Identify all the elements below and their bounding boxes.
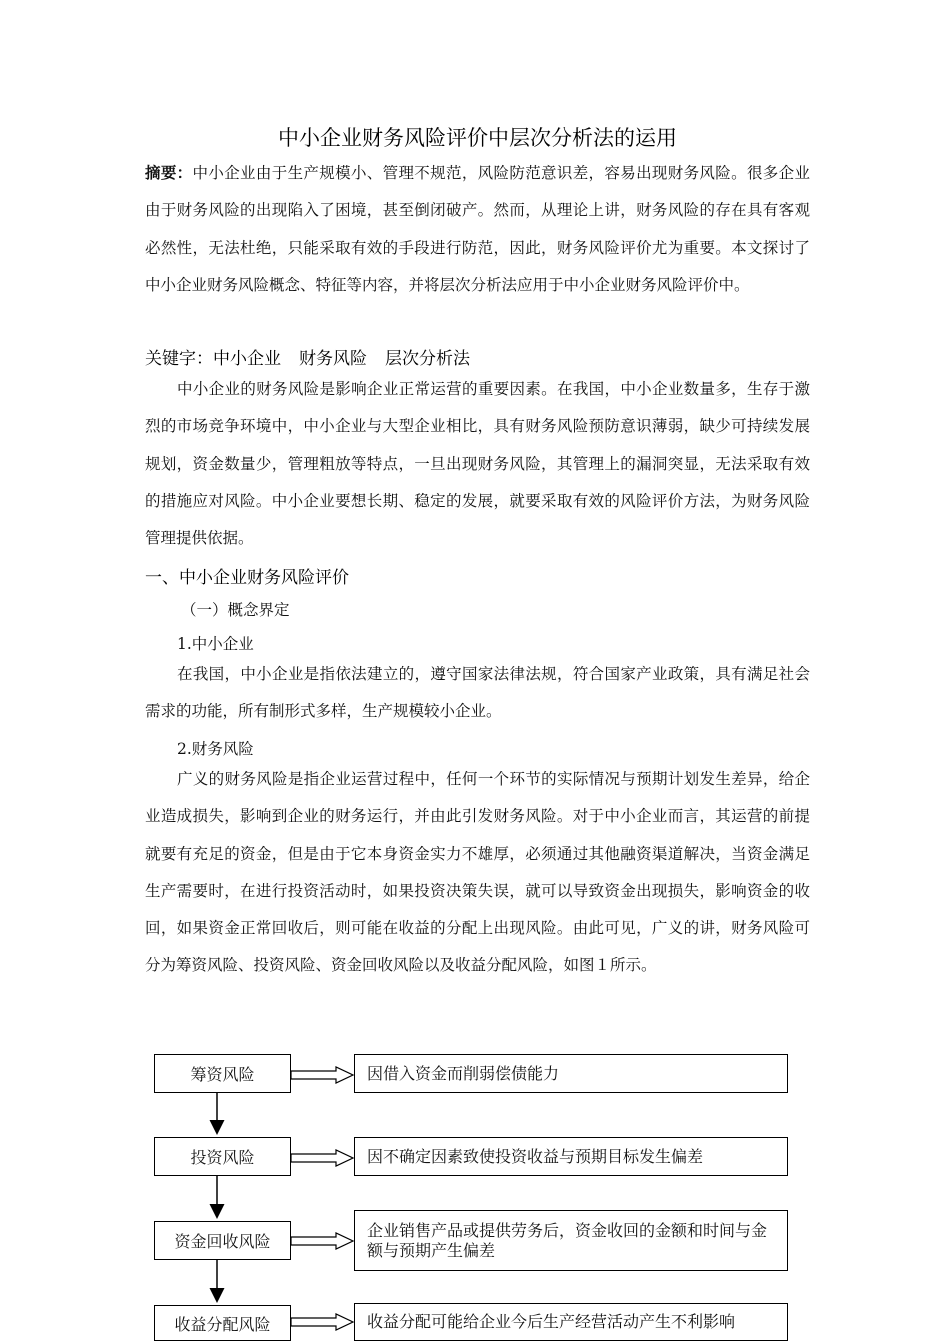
- keyword-3: 层次分析法: [385, 349, 470, 369]
- keyword-2: 财务风险: [299, 349, 367, 369]
- item-1-label: 1.中小企业: [177, 635, 254, 653]
- paper-title: 中小企业财务风险评价中层次分析法的运用: [278, 126, 677, 150]
- section-1-heading: 一、中小企业财务风险评价: [145, 568, 349, 588]
- abstract-label: 摘要：: [145, 164, 193, 182]
- abstract-text: 中小企业由于生产规模小、管理不规范，风险防范意识差，容易出现财务风险。很多企业由于财务风险的出现陷入了困境，甚至倒闭破产。然而，从理论上讲，财务风险的存在具有客观必然性，无法杜绝，只能采取有效的手段进行防范，因此，财务风险评价尤为重要。本文探讨了中小企业财务风险概念、特征等内容，并将层次分析法应用于中小企业财务风险评价中。: [145, 164, 810, 294]
- desc-box-distribution: 收益分配可能给企业今后生产经营活动产生不利影响: [354, 1303, 788, 1341]
- desc-box-recovery: 企业销售产品或提供劳务后，资金收回的金额和时间与金额与预期产生偏差: [354, 1210, 788, 1271]
- risk-box-financing: 筹资风险: [154, 1054, 291, 1093]
- item-2-paragraph: 广义的财务风险是指企业运营过程中，任何一个环节的实际情况与预期计划发生差异，给企业造成损失，影响到企业的财务运行，并由此引发财务风险。对于中小企业而言，其运营的前提就要有充足的资金，但是由于它本身资金实力不雄厚，必须通过其他融资渠道解决，当资金满足生产需要时，在进行投资活动时，如果投资决策失误，就可以导致资金出现损失，影响资金的收回，如果资金正常回收后，则可能在收益的分配上出现风险。由此可见，广义的讲，财务风险可分为筹资风险、投资风险、资金回收风险以及收益分配风险，如图１所示。: [145, 770, 810, 975]
- desc-box-investment: 因不确定因素致使投资收益与预期目标发生偏差: [354, 1137, 788, 1176]
- item-2-label: 2.财务风险: [177, 740, 254, 758]
- subsection-1-heading: （一）概念界定: [181, 601, 290, 619]
- item-1-paragraph: 在我国，中小企业是指依法建立的，遵守国家法律法规，符合国家产业政策，具有满足社会需求的功能，所有制形式多样，生产规模较小企业。: [145, 665, 810, 721]
- intro-paragraph: 中小企业的财务风险是影响企业正常运营的重要因素。在我国，中小企业数量多，生存于激烈的市场竞争环境中，中小企业与大型企业相比，具有财务风险预防意识薄弱，缺少可持续发展规划，资金数量少，管理粗放等特点，一旦出现财务风险，其管理上的漏洞突显，无法采取有效的措施应对风险。中小企业要想长期、稳定的发展，就要采取有效的风险评价方法，为财务风险管理提供依据。: [145, 380, 810, 548]
- risk-box-investment: 投资风险: [154, 1137, 291, 1176]
- keyword-1: 中小企业: [213, 349, 281, 369]
- risk-box-distribution: 收益分配风险: [154, 1305, 291, 1341]
- right-arrow-2: [291, 1150, 353, 1166]
- right-arrow-4: [291, 1314, 353, 1330]
- desc-box-financing: 因借入资金而削弱偿债能力: [354, 1054, 788, 1093]
- risk-box-recovery: 资金回收风险: [154, 1221, 291, 1260]
- keywords-label: 关键字：: [145, 349, 213, 369]
- right-arrow-3: [291, 1233, 353, 1249]
- right-arrow-1: [291, 1067, 353, 1083]
